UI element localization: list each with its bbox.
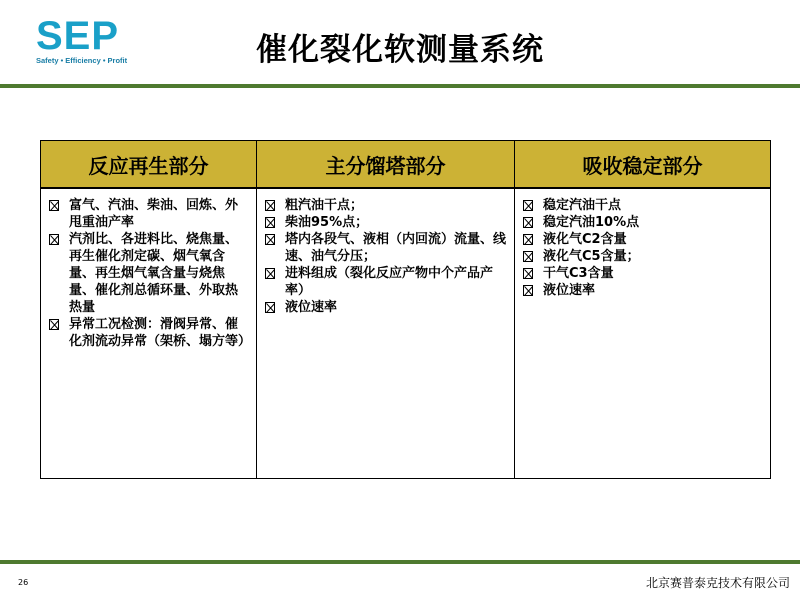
list-item: 粗汽油干点； (263, 197, 508, 214)
checkbox-icon (523, 200, 533, 211)
checkbox-icon (265, 234, 275, 245)
column-main-fractionator (257, 189, 515, 478)
checkbox-icon (49, 234, 59, 245)
checkbox-icon (265, 268, 275, 279)
checkbox-icon (265, 302, 275, 313)
checkbox-icon (523, 268, 533, 279)
company-name: 北京赛普泰克技术有限公司 (645, 576, 790, 590)
checkbox-icon (49, 200, 59, 211)
list-item: 稳定汽油10%点 (521, 214, 764, 231)
list-item: 稳定汽油干点 (521, 197, 764, 214)
checkbox-icon (265, 217, 275, 228)
checkbox-icon (49, 319, 59, 330)
checkbox-icon (523, 285, 533, 296)
list-item: 干气C3含量 (521, 265, 764, 282)
list-item: 柴油95%点； (263, 214, 508, 231)
list-item: 汽剂比、各进料比、烧焦量、再生催化剂定碳、烟气氧含量、再生烟气氧含量与烧焦量、催化剂总循环量、外取热热量 (47, 231, 250, 316)
list-item: 进料组成（裂化反应产物中个产品产率） (263, 265, 508, 299)
logo-tagline: Safety • Efficiency • Profit (36, 56, 128, 65)
list-item: 富气、汽油、柴油、回炼、外甩重油产率 (47, 197, 250, 231)
column-reaction-regeneration (41, 189, 257, 478)
measurement-table (40, 140, 771, 479)
column-absorption-stabilization (515, 189, 770, 478)
sep-logo (36, 16, 146, 66)
checkbox-icon (523, 234, 533, 245)
list-item: 异常工况检测：滑阀异常、催化剂流动异常（架桥、塌方等） (47, 316, 250, 350)
footer-divider (0, 560, 800, 564)
page-title: 催化裂化软测量系统 (256, 32, 544, 68)
page-number: 26 (18, 578, 29, 587)
list-item: 液位速率 (521, 282, 764, 299)
list-item: 液位速率 (263, 299, 508, 316)
checkbox-icon (265, 200, 275, 211)
checkbox-icon (523, 217, 533, 228)
list-item: 液化气C2含量 (521, 231, 764, 248)
header-reaction-regeneration: 反应再生部分 (41, 141, 257, 187)
checkbox-icon (523, 251, 533, 262)
list-item: 塔内各段气、液相（内回流）流量、线速、油气分压； (263, 231, 508, 265)
logo-wordmark: SEP (36, 14, 120, 58)
header-main-fractionator: 主分馏塔部分 (257, 141, 515, 187)
list-item: 液化气C5含量； (521, 248, 764, 265)
header-absorption-stabilization: 吸收稳定部分 (582, 153, 703, 178)
table-header-row (41, 141, 770, 189)
header-divider (0, 84, 800, 88)
table-body-row (41, 189, 770, 478)
